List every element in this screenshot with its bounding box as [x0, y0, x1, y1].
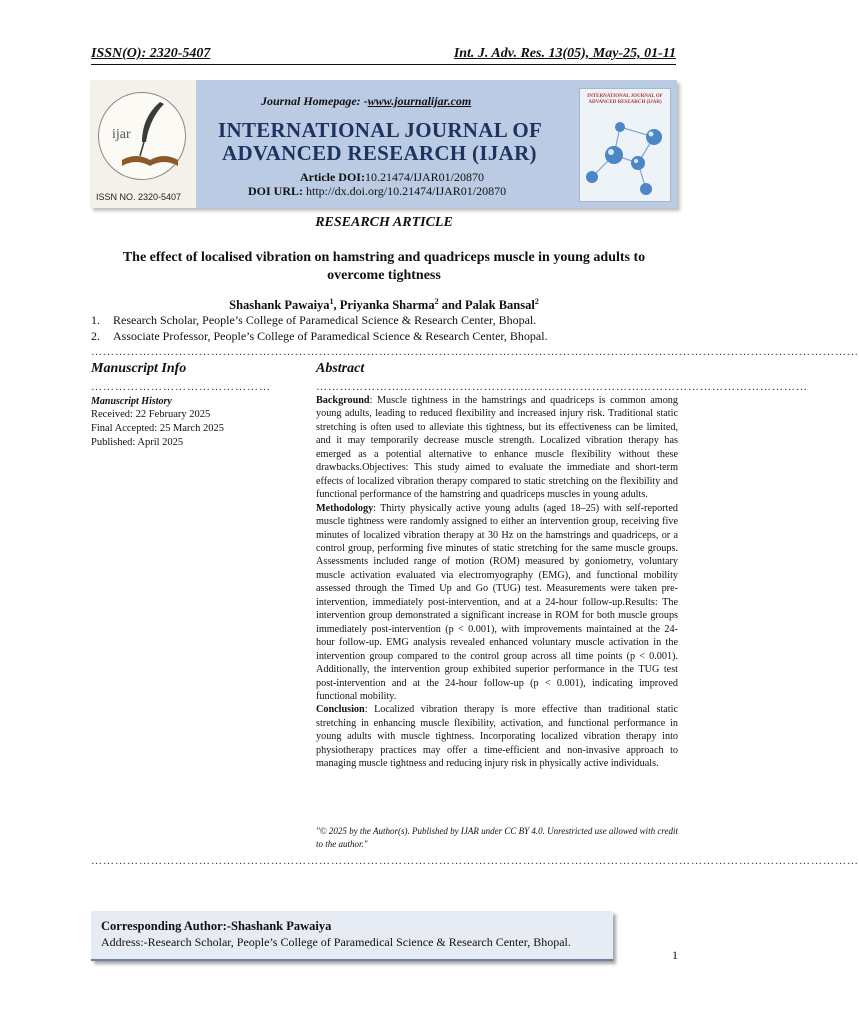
- affiliation-text: Associate Professor, People’s College of Paramedical Science & Research Center, Bhopal.: [113, 329, 548, 343]
- abstract-heading: Abstract: [316, 361, 365, 376]
- abstract-body: [316, 394, 678, 771]
- methodology-text: : Thirty physically active young adults (aged 18–25) with self-reported muscle tightness were randomly assigned to either an intervention group, receiving five minutes of localized vibration therapy at 30 Hz on the hamstrings and quadriceps, or a control group, performing five minutes of static stretching for the same muscle groups. Assessments included range of motion (ROM) measured by goniometry, voluntary muscle activation evaluated via electromyography (EMG), and functional mobility assessed through the Timed Up and Go (TUG) test. Measurements were taken pre-intervention, immediately post-intervention, and at a 24-hour follow-up.Results: The intervention group demonstrated a significant increase in ROM for both muscle groups immediately post-intervention (p < 0.001), with improvements maintained at the 24-hour follow-up. EMG analysis revealed enhanced voluntary muscle activation in the intervention group compared to the control group across all time points (p < 0.001). Additionally, the intervention group exhibited superior performance in the TUG test post-intervention and at the 24-hour follow-up (p < 0.001), indicating improved functional mobility.: [316, 502, 678, 702]
- journal-cover-image: [579, 88, 671, 202]
- background-text: : Muscle tightness in the hamstrings and quadriceps is common among young adults, leading to reduced flexibility and increased injury risk. Traditional static stretching is often used to alleviate this tightness, but its effectiveness can be limited, and it may temporarily decrease muscle strength. Localized vibration therapy has emerged as a potential alternative to enhance muscle flexibility without these drawbacks.Objectives: This study aimed to evaluate the immediate and short-term effects of localized vibration therapy compared to static stretching on the flexibility and functional performance of the hamstring and quadriceps muscles in young adults.: [316, 395, 678, 501]
- cover-title: INTERNATIONAL JOURNAL OF ADVANCED RESEARCH (IJAR): [587, 94, 663, 105]
- author-list: [0, 297, 768, 313]
- author-name: Priyanka Sharma: [339, 298, 435, 313]
- corresponding-author-address: Address:-Research Scholar, People’s College of Paramedical Science & Research Center, Bhopal.: [101, 935, 571, 949]
- published-date: Published: April 2025: [91, 437, 184, 448]
- affiliation-number: 2.: [91, 329, 100, 343]
- paper-title: The effect of localised vibration on hamstring and quadriceps muscle in young adults to overcome tightness: [122, 250, 646, 283]
- dotted-divider: …………………………………………………………………………………………………………………………………………………………………………: [91, 346, 859, 358]
- dotted-divider: …………………………………………………………………………………………………………………………………………………………………………: [91, 855, 859, 867]
- accepted-date: Final Accepted: 25 March 2025: [91, 423, 224, 434]
- journal-homepage: [261, 94, 471, 109]
- homepage-link[interactable]: www.journalijar.com: [367, 94, 472, 108]
- dotted-divider: ………………………………………: [91, 381, 271, 393]
- manuscript-history-label: Manuscript History: [91, 396, 172, 407]
- author-affiliation-mark: 2: [434, 297, 439, 306]
- dotted-divider: ……………………………………………………………………………………………………………: [316, 381, 808, 393]
- manuscript-info-heading: Manuscript Info: [91, 361, 187, 376]
- journal-logo: [90, 80, 196, 208]
- corresponding-author-name: Corresponding Author:-Shashank Pawaiya: [101, 919, 332, 933]
- journal-title-line2: ADVANCED RESEARCH (IJAR): [222, 141, 537, 165]
- corresponding-author-box: [91, 911, 613, 961]
- conclusion-label: Conclusion: [316, 704, 365, 716]
- logo-wordmark: ijar: [112, 127, 131, 142]
- abstract-conclusion: [316, 703, 678, 770]
- doi-url-link[interactable]: http://dx.doi.org/10.21474/IJAR01/20870: [306, 184, 507, 198]
- methodology-label: Methodology: [316, 502, 374, 514]
- affiliation-text: Research Scholar, People’s College of Paramedical Science & Research Center, Bhopal.: [113, 313, 537, 327]
- logo-issn: ISSN NO. 2320-5407: [96, 192, 182, 202]
- background-label: Background: [316, 395, 370, 406]
- doi-label: Article DOI:: [300, 170, 365, 184]
- author-affiliation-mark: 1: [329, 297, 334, 306]
- author-name: Shashank Pawaiya: [229, 298, 330, 313]
- affiliation-number: 1.: [91, 313, 100, 327]
- author-separator: ,: [333, 298, 340, 313]
- header-issn: ISSN(O): 2320-5407: [91, 46, 211, 61]
- article-doi: [300, 170, 484, 185]
- journal-title-line1: INTERNATIONAL JOURNAL OF: [218, 118, 543, 142]
- header-divider: [91, 64, 676, 65]
- author-affiliation-mark: 2: [534, 297, 539, 306]
- journal-banner: [90, 80, 677, 208]
- doi-url: [248, 184, 506, 199]
- received-date: Received: 22 February 2025: [91, 409, 211, 420]
- conclusion-text: : Localized vibration therapy is more effective than traditional static stretching in enhancing muscle flexibility, activation, and functional performance in young adults with muscle tightness. Incorporating localized vibration therapy into physiotherapy practices may offer a time-efficient and non-invasive approach to managing muscle tightness and reducing injury risk in physically active individuals.: [316, 704, 678, 770]
- author-name: Palak Bansal: [465, 298, 535, 313]
- abstract-background: [316, 394, 678, 502]
- affiliation-item: [91, 329, 548, 344]
- author-separator: and: [438, 298, 466, 313]
- homepage-label: Journal Homepage: -: [261, 94, 368, 108]
- page-number: 1: [672, 948, 678, 962]
- article-type: RESEARCH ARTICLE: [315, 215, 453, 230]
- doi-value: 10.21474/IJAR01/20870: [364, 170, 484, 184]
- affiliation-item: [91, 313, 536, 328]
- doi-url-label: DOI URL:: [248, 184, 304, 198]
- molecule-icon: [580, 107, 670, 201]
- license-note: "© 2025 by the Author(s). Published by IJAR under CC BY 4.0. Unrestricted use allowed with credit to the author.": [316, 826, 678, 849]
- abstract-methodology: [316, 502, 678, 704]
- header-citation: Int. J. Adv. Res. 13(05), May-25, 01-11: [453, 46, 676, 61]
